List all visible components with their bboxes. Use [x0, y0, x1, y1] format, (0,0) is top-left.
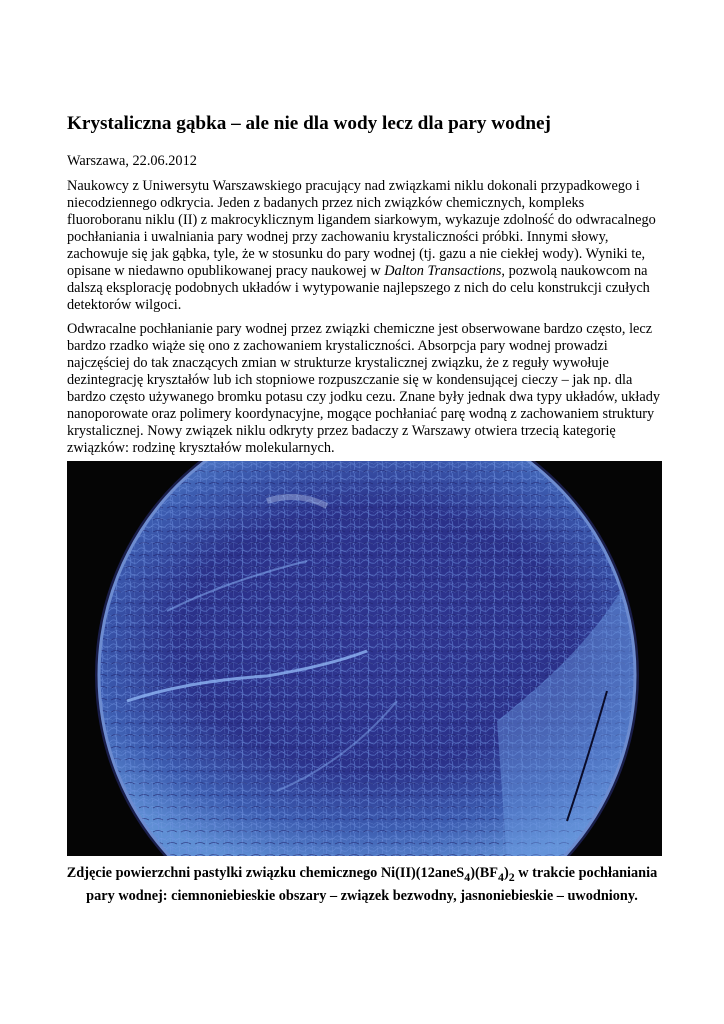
caption-text: Zdjęcie powierzchni pastylki związku chemicznego Ni(II)(12aneS [66, 865, 465, 881]
figure-caption [40, 864, 684, 906]
dateline: Warszawa, 22.06.2012 [67, 153, 197, 169]
paragraph-line: związków: rodzinę kryształów molekularnych. [67, 440, 335, 456]
pellet-image [67, 461, 662, 856]
paragraph-line: pochłaniania i uwalniania pary wodnej przy zachowaniu krystaliczności próbki. Innymi słowy, [67, 229, 609, 245]
caption-text: )(BF [470, 865, 498, 881]
paragraph-2 [67, 321, 659, 457]
caption-text: ) [503, 865, 509, 881]
journal-name: Dalton Transactions [384, 263, 502, 279]
subscript: 4 [464, 869, 471, 884]
paragraph-line: nanoporowate oraz polimery koordynacyjne, mogące pochłaniać parę wodną z zachowaniem struktury [67, 406, 655, 422]
caption-line: pary wodnej: ciemnoniebieskie obszary – związek bezwodny, jasnoniebieskie – uwodniony. [86, 887, 638, 904]
paragraph-line: Naukowcy z Uniwersytu Warszawskiego pracujący nad związkami niklu dokonali przypadkowego i [67, 178, 640, 194]
subscript: 2 [508, 869, 515, 884]
caption-line [40, 864, 684, 887]
paragraph-line: zachowuje się jak gąbka, tyle, że w stosunku do pary wodnej (tj. gazu a nie ciekłej wody). Wyniki te, [67, 246, 646, 262]
subscript: 4 [498, 869, 504, 884]
paragraph-line: dezintegrację kryształów lub ich stopniowe rozpuszczanie się w kondensującej cieczy – jak np. dla [67, 372, 633, 388]
paragraph-line: najczęściej do tak znaczących zmian w strukturze krystalicznej związku, że z reguły wywołuje [67, 355, 609, 371]
paragraph-line: krystalicznej. Nowy związek niklu odkryty przez badaczy z Warszawy otwiera trzecią kategorię [67, 423, 616, 439]
text-run: opisane w niedawno opublikowanej pracy naukowej w [67, 263, 385, 279]
crystal-pellet-photo [67, 461, 662, 856]
paragraph-line: niecodziennego odkrycia. Jeden z badanych przez nich związków chemicznych, kompleks [67, 195, 585, 211]
paragraph-line: fluoroboranu niklu (II) z makrocyklicznym ligandem siarkowym, wykazuje zdolność do odwracalnego [67, 212, 656, 228]
paragraph-line [67, 263, 659, 280]
text-run: , pozwolą naukowcom na [501, 263, 648, 279]
paragraph-line: bardzo często używanego bromku potasu czy jodku cezu. Znane były jednak dwa typy układów, układy [67, 389, 661, 405]
paragraph-1 [67, 178, 659, 314]
paragraph-line: Odwracalne pochłanianie pary wodnej przez związki chemiczne jest obserwowane bardzo często, lecz [67, 321, 653, 337]
paragraph-line: detektorów wilgoci. [67, 297, 182, 313]
caption-text: w trakcie pochłaniania [514, 865, 658, 881]
paragraph-line: bardzo rzadko wiąże się ono z zachowaniem krystaliczności. Absorpcja pary wodnej prowadzi [67, 338, 608, 354]
paragraph-line: dalszą eksplorację podobnych układów i wytypowanie najlepszego z nich do celu konstrukcji czułych [67, 280, 650, 296]
article-title: Krystaliczna gąbka – ale nie dla wody lecz dla pary wodnej [67, 113, 551, 134]
